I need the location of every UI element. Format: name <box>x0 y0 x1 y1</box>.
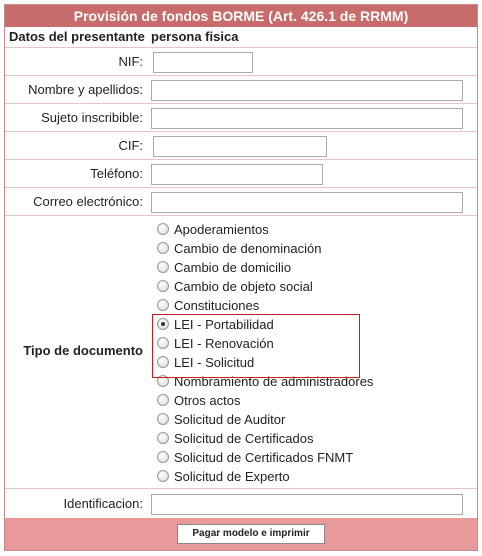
sujeto-row <box>5 103 477 131</box>
radio-option-label: Cambio de objeto social <box>174 279 313 294</box>
radio-option-label: Cambio de domicilio <box>174 260 292 275</box>
correo-label: Correo electrónico: <box>33 194 143 209</box>
identificacion-label: Identificacion: <box>63 496 143 511</box>
radio-button[interactable] <box>157 242 169 254</box>
nif-input[interactable] <box>153 52 253 73</box>
correo-input[interactable] <box>151 192 463 213</box>
radio-button[interactable] <box>157 451 169 463</box>
presentante-section-label: Datos del presentante <box>9 29 145 44</box>
radio-option-label: Apoderamientos <box>174 222 269 237</box>
radio-option-label: Solicitud de Auditor <box>174 412 286 427</box>
correo-row <box>5 187 477 215</box>
tipo-documento-option[interactable] <box>155 296 475 315</box>
identificacion-row <box>5 488 477 518</box>
cif-row <box>5 131 477 159</box>
tipo-documento-option[interactable] <box>155 315 475 334</box>
presentante-type-label: persona fisica <box>151 29 239 44</box>
radio-option-label: LEI - Portabilidad <box>174 317 274 332</box>
form-footer <box>5 518 477 550</box>
nif-label: NIF: <box>118 54 143 69</box>
radio-option-label: Constituciones <box>174 298 260 313</box>
form-title: Provisión de fondos BORME (Art. 426.1 de RRMM) <box>5 5 477 27</box>
tipo-documento-option[interactable] <box>155 410 475 429</box>
radio-option-label: Solicitud de Experto <box>174 469 290 484</box>
tipo-documento-option[interactable] <box>155 239 475 258</box>
tipo-documento-option[interactable] <box>155 391 475 410</box>
radio-button[interactable] <box>157 356 169 368</box>
nif-row <box>5 47 477 75</box>
radio-button[interactable] <box>157 299 169 311</box>
cif-input[interactable] <box>153 136 327 157</box>
radio-button[interactable] <box>157 318 169 330</box>
radio-option-label: Cambio de denominación <box>174 241 322 256</box>
radio-button[interactable] <box>157 223 169 235</box>
telefono-label: Teléfono: <box>90 166 143 181</box>
tipo-documento-option[interactable] <box>155 334 475 353</box>
radio-button[interactable] <box>157 470 169 482</box>
borme-form <box>4 4 478 551</box>
tipo-documento-option[interactable] <box>155 467 475 486</box>
tipo-documento-option[interactable] <box>155 372 475 391</box>
radio-option-label: Otros actos <box>174 393 241 408</box>
tipo-documento-option[interactable] <box>155 353 475 372</box>
cif-label: CIF: <box>118 138 143 153</box>
tipo-documento-option[interactable] <box>155 258 475 277</box>
telefono-row <box>5 159 477 187</box>
nombre-input[interactable] <box>151 80 463 101</box>
radio-button[interactable] <box>157 413 169 425</box>
tipo-documento-option[interactable] <box>155 448 475 467</box>
radio-option-label: Nombramiento de administradores <box>174 374 374 389</box>
presentante-header <box>5 27 477 47</box>
sujeto-input[interactable] <box>151 108 463 129</box>
radio-option-label: Solicitud de Certificados FNMT <box>174 450 354 465</box>
tipo-documento-section <box>5 215 477 488</box>
pay-and-print-button[interactable]: Pagar modelo e imprimir <box>177 524 325 544</box>
nombre-row <box>5 75 477 103</box>
telefono-input[interactable] <box>151 164 323 185</box>
radio-button[interactable] <box>157 337 169 349</box>
radio-button[interactable] <box>157 280 169 292</box>
radio-button[interactable] <box>157 261 169 273</box>
radio-option-label: Solicitud de Certificados <box>174 431 314 446</box>
tipo-documento-option[interactable] <box>155 220 475 239</box>
identificacion-input[interactable] <box>151 494 463 515</box>
tipo-documento-option[interactable] <box>155 277 475 296</box>
radio-button[interactable] <box>157 394 169 406</box>
nombre-label: Nombre y apellidos: <box>28 82 143 97</box>
radio-button[interactable] <box>157 432 169 444</box>
tipo-documento-option[interactable] <box>155 429 475 448</box>
tipo-documento-label: Tipo de documento <box>23 343 143 358</box>
sujeto-label: Sujeto inscribible: <box>41 110 143 125</box>
radio-option-label: LEI - Solicitud <box>174 355 255 370</box>
radio-option-label: LEI - Renovación <box>174 336 274 351</box>
radio-button[interactable] <box>157 375 169 387</box>
